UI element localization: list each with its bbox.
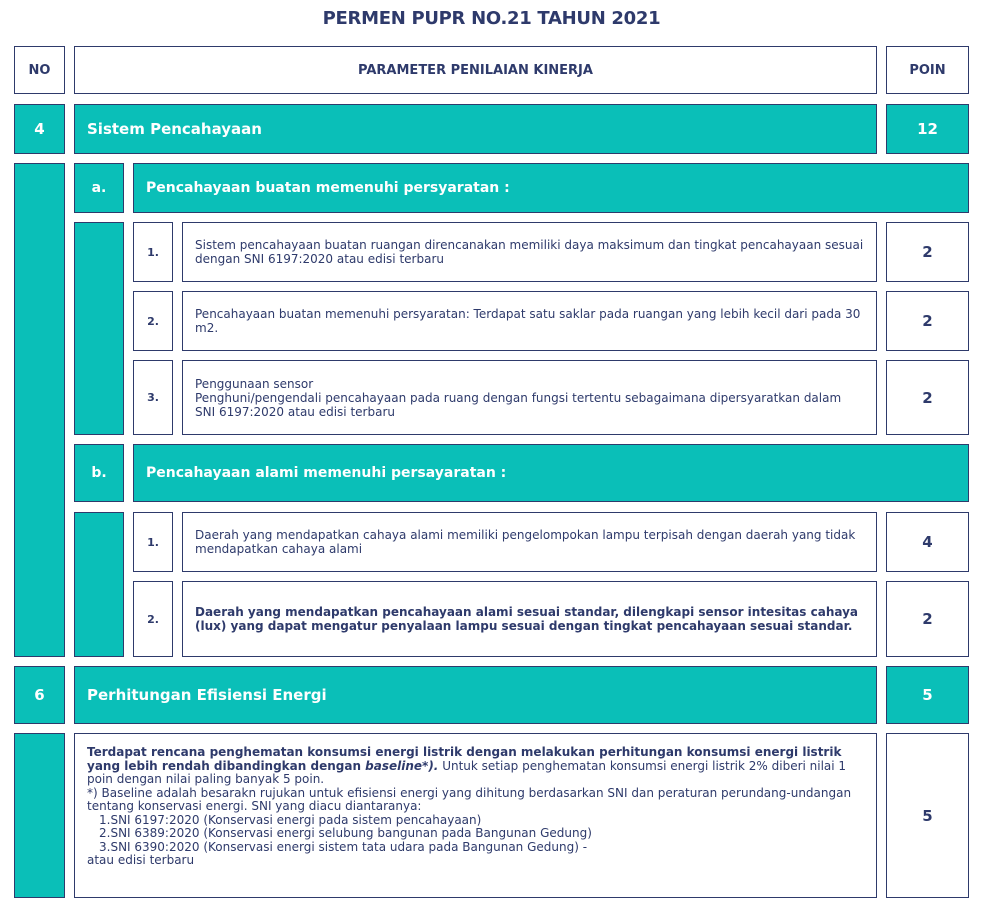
section-4-poin: 12 (886, 104, 969, 154)
section-4-label: Sistem Pencahayaan (74, 104, 877, 154)
section-6-list-item-3: 3.SNI 6390:2020 (Konservasi energi sistem tata udara pada Bangunan Gedung) - (99, 839, 588, 854)
sub-b-label: Pencahayaan alami memenuhi persayaratan : (133, 444, 969, 502)
section-6-poin: 5 (886, 666, 969, 724)
header-poin: POIN (886, 46, 969, 94)
item-a2-poin: 2 (886, 291, 969, 351)
item-b1-poin: 4 (886, 512, 969, 572)
section-6-bold-text: Terdapat rencana penghematan konsumsi energi listrik dengan melakukan perhitungan konsumsi energi listrik yang lebih rendah dibandingkan dengan (87, 745, 842, 773)
page-title: PERMEN PUPR NO.21 TAHUN 2021 (322, 7, 661, 29)
item-a1-number: 1. (133, 222, 173, 282)
item-b2-poin: 2 (886, 581, 969, 657)
section-6-normal-text: Untuk setiap penghematan konsumsi energi listrik 2% diberi nilai 1 poin dengan nilai paling banyak 5 poin. (87, 758, 847, 786)
item-a3-poin: 2 (886, 360, 969, 435)
section-4-no: 4 (14, 104, 65, 154)
section-6-side-bar (14, 733, 65, 898)
sub-b-letter: b. (74, 444, 124, 502)
item-a2-number: 2. (133, 291, 173, 351)
sub-a-letter: a. (74, 163, 124, 213)
item-a1-poin: 2 (886, 222, 969, 282)
section-6-detail-poin: 5 (886, 733, 969, 898)
item-b2-number: 2. (133, 581, 173, 657)
sub-a-label: Pencahayaan buatan memenuhi persyaratan : (133, 163, 969, 213)
section-6-tail: atau edisi terbaru (87, 853, 195, 867)
sub-a-side-bar (74, 222, 124, 435)
section-6-label: Perhitungan Efisiensi Energi (74, 666, 877, 724)
section-6-note: *) Baseline adalah besarakn rujukan untuk efisiensi energi yang dihitung berdasarkan SNI dan peraturan perundang-undangan tentang konservasi energi. SNI yang diacu diantaranya: (87, 785, 852, 813)
item-b1-text: Daerah yang mendapatkan cahaya alami memiliki pengelompokan lampu terpisah dengan daerah yang tidak mendapatkan cahaya alami (182, 512, 877, 572)
item-a3-number: 3. (133, 360, 173, 435)
section-6-main-paragraph (87, 746, 864, 787)
section-4-side-bar (14, 163, 65, 657)
section-6-list-item-2: 2.SNI 6389:2020 (Konservasi energi selubung bangunan pada Bangunan Gedung) (99, 826, 592, 840)
item-a1-text: Sistem pencahayaan buatan ruangan direncanakan memiliki daya maksimum dan tingkat pencahayaan sesuai dengan SNI 6197:2020 atau edisi terbaru (182, 222, 877, 282)
item-a3-line1: Penggunaan sensor (195, 376, 314, 391)
sub-b-side-bar (74, 512, 124, 657)
section-6-detail-text (74, 733, 877, 898)
section-6-baseline-text: baseline*). (365, 758, 439, 773)
item-b1-number: 1. (133, 512, 173, 572)
header-parameter: PARAMETER PENILAIAN KINERJA (74, 46, 877, 94)
section-6-list-item-1: 1.SNI 6197:2020 (Konservasi energi pada sistem pencahayaan) (99, 812, 482, 827)
item-a3-text (182, 360, 877, 435)
section-6-no: 6 (14, 666, 65, 724)
item-a2-text: Pencahayaan buatan memenuhi persyaratan: Terdapat satu saklar pada ruangan yang lebih kecil dari pada 30 m2. (182, 291, 877, 351)
item-a3-line2: Penghuni/pengendali pencahayaan pada ruang dengan fungsi tertentu sebagaimana dipersyaratkan dalam SNI 6197:2020 atau edisi terbaru (195, 390, 842, 419)
header-no: NO (14, 46, 65, 94)
item-b2-text: Daerah yang mendapatkan pencahayaan alami sesuai standar, dilengkapi sensor intesitas cahaya (lux) yang dapat mengatur penyalaan lampu sesuai dengan tingkat pencahayaan sesuai standar. (182, 581, 877, 657)
